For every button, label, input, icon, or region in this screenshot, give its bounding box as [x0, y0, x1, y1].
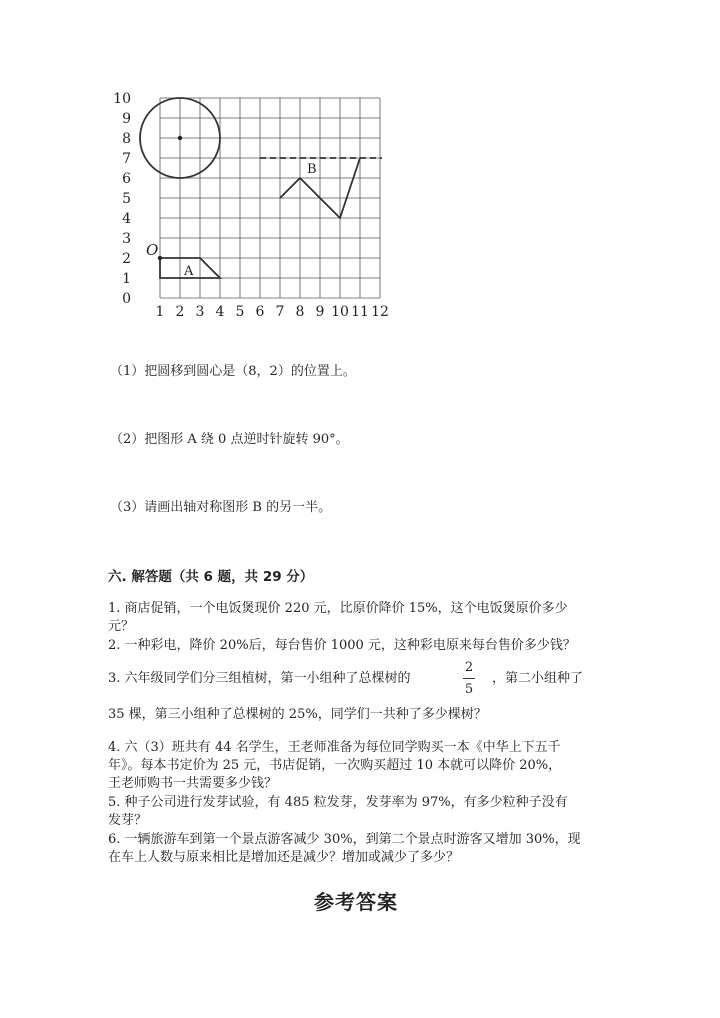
x-tick-label: 5: [235, 304, 245, 318]
origin-dot: [158, 256, 162, 260]
x-axis-labels: [156, 304, 389, 318]
x-tick-label: 10: [331, 304, 349, 318]
fraction-bar: [463, 678, 475, 679]
x-tick-label: 4: [215, 304, 225, 318]
q4-line3: 王老师购书一共需要多少钱？: [108, 776, 278, 791]
q1-line2: 元？: [108, 619, 135, 634]
x-tick-label: 9: [315, 304, 325, 318]
x-tick-label: 1: [155, 304, 165, 318]
q3-fraction: [463, 660, 475, 697]
fraction-denominator: 5: [464, 682, 474, 697]
fraction-numerator: 2: [464, 660, 474, 675]
x-tick-label: 6: [255, 304, 265, 318]
q4-line2: 年》。每本书定价为 25 元，书店促销，一次购买超过 10 本就可以降价 20%，: [108, 758, 562, 773]
x-tick-label: 8: [295, 304, 305, 318]
y-tick-label: 7: [122, 151, 131, 167]
x-tick-label: 2: [175, 304, 185, 318]
x-tick-label: 3: [195, 304, 205, 318]
q6-line1: 6. 一辆旅游车到第一个景点游客减少 30%，到第二个景点时游客又增加 30%，现: [108, 832, 581, 847]
section-heading: 六. 解答题（共 6 题，共 29 分）: [108, 569, 314, 585]
task-1: （1）把圆移到圆心是（8，2）的位置上。: [110, 364, 356, 379]
coordinate-grid-figure: [100, 88, 400, 318]
task-2: （2）把图形 A 绕 0 点逆时针旋转 90°。: [110, 432, 349, 447]
q1-line1: 1. 商店促销，一个电饭煲现价 220 元，比原价降价 15%，这个电饭煲原价多少: [108, 601, 568, 616]
answer-title: 参考答案: [314, 890, 398, 914]
q5-line1: 5. 种子公司进行发芽试验，有 485 粒发芽，发芽率为 97%，有多少粒种子没有: [108, 795, 568, 810]
x-tick-label: 11: [351, 304, 369, 318]
q2: 2. 一种彩电，降价 20%后，每台售价 1000 元，这种彩电原来每台售价多少钱？: [108, 638, 576, 653]
y-axis-labels: [113, 91, 131, 307]
q3-line2: 35 棵，第三小组种了总棵树的 25%，同学们一共种了多少棵树？: [108, 707, 487, 722]
origin-label: O: [146, 241, 159, 259]
q6-line2: 在车上人数与原来相比是增加还是减少？增加或减少了多少？: [108, 850, 460, 865]
y-tick-label: 3: [122, 231, 131, 247]
y-tick-label: 9: [122, 111, 131, 127]
y-tick-label: 10: [113, 91, 131, 107]
y-tick-label: 5: [122, 191, 131, 207]
y-tick-label: 8: [122, 131, 131, 147]
x-tick-label: 7: [275, 304, 285, 318]
y-tick-label: 4: [122, 211, 131, 227]
q3-line1-a: 3. 六年级同学们分三组植树，第一小组种了总棵树的: [108, 671, 411, 686]
x-tick-label: 12: [371, 304, 389, 318]
q3-line1-b: ，第二小组种了: [492, 671, 584, 686]
y-tick-label: 6: [122, 171, 131, 187]
circle-center-dot: [178, 136, 182, 140]
y-tick-label: 0: [122, 291, 131, 307]
y-tick-label: 1: [122, 271, 131, 287]
shape-a-label: A: [184, 264, 194, 279]
shape-b-label: B: [307, 162, 317, 177]
task-3: （3）请画出轴对称图形 B 的另一半。: [110, 500, 332, 515]
q5-line2: 发芽？: [108, 813, 148, 828]
y-tick-label: 2: [122, 251, 131, 267]
q4-line1: 4. 六（3）班共有 44 名学生，王老师准备为每位同学购买一本《中华上下五千: [108, 740, 561, 755]
